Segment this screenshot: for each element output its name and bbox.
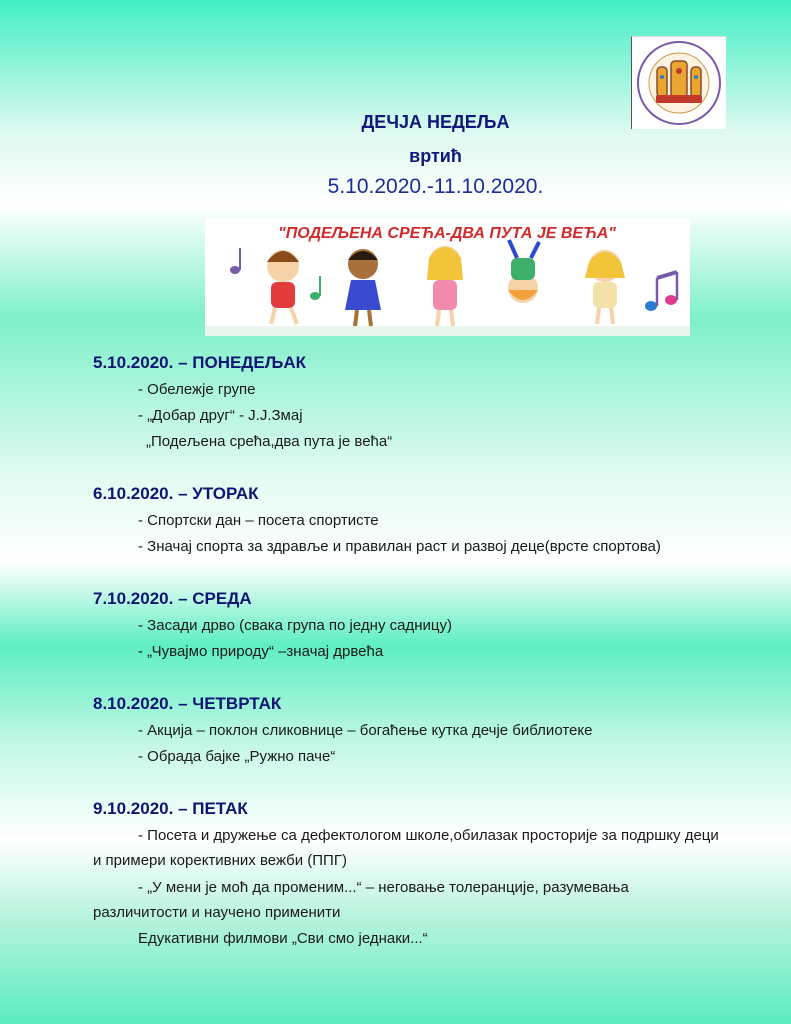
list-item: различитости и научено применити (93, 904, 341, 921)
list-item: - Спортски дан – посета спортисте (138, 512, 379, 529)
list-item: - Засади дрво (свака група по једну садницу) (138, 617, 452, 634)
list-item: - Посета и дружење са дефектологом школе,обилазак просторије за подршку деци (138, 827, 719, 844)
page-title: ДЕЧЈА НЕДЕЉА (361, 112, 510, 132)
day-heading: 9.10.2020. – ПЕТАК (93, 799, 248, 818)
child-figure-icon (345, 249, 381, 326)
banner-slogan: "ПОДЕЉЕНА СРЕЋА-ДВА ПУТА ЈЕ ВЕЋА" (278, 225, 616, 242)
day-heading: 5.10.2020. – ПОНЕДЕЉАК (93, 353, 307, 372)
day-heading: 8.10.2020. – ЧЕТВРТАК (93, 694, 282, 713)
child-figure-icon (427, 246, 463, 326)
list-item: - Обрада бајке „Ружно паче“ (138, 748, 336, 765)
list-item: - „У мени је моћ да променим...“ – неговање толеранције, разумевања (138, 879, 629, 896)
list-item: Едукативни филмови „Сви смо једнаки...“ (138, 930, 428, 947)
page-subtitle: вртић (409, 146, 462, 166)
day-heading: 6.10.2020. – УТОРАК (93, 484, 259, 503)
date-range: 5.10.2020.-11.10.2020. (327, 175, 544, 198)
day-heading: 7.10.2020. – СРЕДА (93, 589, 252, 608)
list-item: - „Добар друг“ - Ј.Ј.Змај (138, 407, 303, 424)
list-item: - Значај спорта за здравље и правилан раст и развој деце(врсте спортова) (138, 538, 661, 555)
child-figure-icon (267, 250, 299, 324)
list-item: - Акција – поклон сликовнице – богаћење кутка дечје библиотеке (138, 722, 593, 739)
banner-image (205, 218, 690, 336)
child-figure-icon (585, 250, 625, 324)
list-item: - „Чувајмо природу“ –значај дрвећа (138, 643, 384, 660)
child-figure-icon (508, 240, 539, 303)
list-item: и примери корективних вежби (ППГ) (93, 852, 347, 869)
music-note-icon (645, 272, 677, 311)
list-item: „Подељена срећа,два пута је већа“ (146, 433, 393, 450)
list-item: - Обележје групе (138, 381, 256, 398)
